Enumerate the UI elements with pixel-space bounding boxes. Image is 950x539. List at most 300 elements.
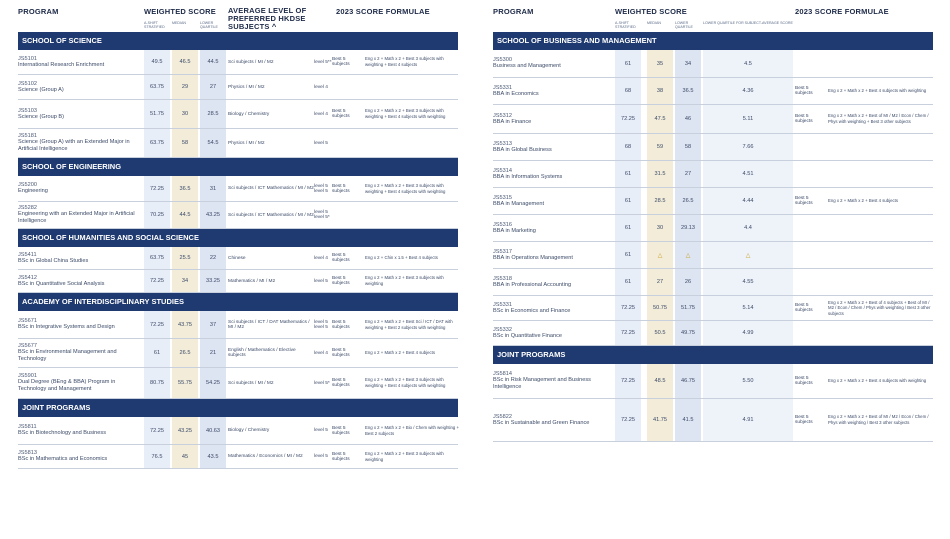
lq-subject-score: 4.51 <box>703 161 793 187</box>
program-name: Science (Group A) with an Extended Major in Artificial Intelligence <box>18 139 130 152</box>
formula-b <box>825 269 939 295</box>
lq-score: 21 <box>200 339 226 367</box>
program-name: BBA in Marketing <box>493 227 536 234</box>
lq-score: 27 <box>200 75 226 99</box>
a-score: 61 <box>615 188 641 214</box>
program-cell <box>493 161 613 187</box>
median-score: 30 <box>172 100 198 128</box>
program-name: BBA in Operations Management <box>493 254 573 261</box>
formula-b: Eng x 2 + Math x 2 + Best 4 subjects <box>365 350 435 356</box>
program-cell <box>493 242 613 268</box>
table-row <box>493 161 933 188</box>
preferred-subjects: English / Mathematics / Elective subjects <box>228 348 296 358</box>
formula-a <box>332 129 362 157</box>
lq-score: 51.75 <box>675 296 701 320</box>
formula-b: Eng x 2 + Math x 2 + Bio / Chem with weighting + Best 2 subjects <box>365 424 459 436</box>
formula-b: Eng x 2 + Math x 2 + Best of 4 subjects + Best of MI / M2 / Econ / Chem / Phys with weighting / Best 3 other subjects <box>828 299 931 316</box>
a-score: 68 <box>615 134 641 160</box>
program-cell <box>493 296 613 320</box>
program-code: JS5314 <box>493 167 512 174</box>
program-name: BSc in Quantitative Social Analysis <box>18 280 105 287</box>
median-score: 59 <box>647 134 673 160</box>
lq-score: 41.5 <box>675 399 701 441</box>
formula-b: Eng x 2 + Math x 2 + Best 4 subjects with weighting <box>828 378 927 384</box>
lq-score: 54.25 <box>200 368 226 398</box>
formula-b <box>825 321 939 345</box>
program-code: JS5901 <box>18 373 37 379</box>
lq-subject-score: 4.55 <box>703 269 793 295</box>
lq-score: 46 <box>675 105 701 133</box>
lq-subject-score: 7.66 <box>703 134 793 160</box>
table-row <box>18 75 458 100</box>
program-name: Business and Management <box>493 63 561 69</box>
program-name: Science (Group B) <box>18 113 65 120</box>
formula-b: Eng x 2 + Math x 2 + Best 3 subjects with weighting + Best 4 subjects <box>365 56 444 67</box>
table-row <box>18 417 458 445</box>
formula-b: Eng x 2 + Math x 2 + Best 4 subjects <box>828 198 898 204</box>
table-row <box>493 50 933 78</box>
lq-score: 36.5 <box>675 78 701 104</box>
subject-level: level 5 <box>314 454 328 459</box>
formula-b: Eng x 2 + Math x 2 + Best 3 subjects with weighting <box>365 450 444 462</box>
lq-subject-score: 4.4 <box>703 215 793 241</box>
formula-a: Best 5 subjects <box>795 86 813 96</box>
formula-b: Eng x 2 + Math x 2 + Best Sci / ICT / DAT with weighting + Best 2 subjects with weighting <box>365 318 453 330</box>
preferred-subjects: Chinese <box>228 255 246 261</box>
section-header: SCHOOL OF HUMANITIES AND SOCIAL SCIENCE <box>18 229 458 247</box>
median-score: 44.5 <box>172 202 198 228</box>
formula-a: Best 5 subjects <box>332 378 350 388</box>
a-score: 72.25 <box>615 321 641 345</box>
median-score: 43.25 <box>172 417 198 444</box>
program-cell <box>493 105 613 133</box>
lq-score: 26.5 <box>675 188 701 214</box>
subject-level: level 5 <box>314 428 328 433</box>
subject-level: level 5 level 5* <box>314 210 330 220</box>
a-score: 72.25 <box>144 176 170 201</box>
lq-score: 33.25 <box>200 270 226 292</box>
lq-score: 37 <box>200 311 226 338</box>
a-score: 72.25 <box>615 364 641 398</box>
formula-b: Eng x 2 + Math x 2 + Best 3 subjects with weighting <box>365 275 444 286</box>
median-score: 46.5 <box>172 50 198 74</box>
table-row <box>493 399 933 442</box>
median-score: 26.5 <box>172 339 198 367</box>
subject-level: level 5** <box>314 59 332 65</box>
median-score: 55.75 <box>172 368 198 398</box>
left-table-body <box>18 32 458 469</box>
preferred-subjects: Sci subjects / ICT Mathematics / MI / M2 <box>228 186 314 191</box>
lq-score: 58 <box>675 134 701 160</box>
median-score: 29 <box>172 75 198 99</box>
lq-score: 31 <box>200 176 226 201</box>
a-score: 80.75 <box>144 368 170 398</box>
preferred-subjects: Sci subjects / MI / M2 <box>228 380 274 386</box>
program-code: JS5822 <box>493 413 512 420</box>
formula-a: Best 5 subjects <box>332 348 350 358</box>
lq-subject-score: 4.5 <box>703 50 793 77</box>
formula-a: Best 5 subjects <box>332 253 350 263</box>
program-code: JS5313 <box>493 140 512 147</box>
program-cell <box>493 134 613 160</box>
table-row <box>18 129 458 158</box>
program-name: BSc in Global China Studies <box>18 257 89 264</box>
lq-subject-score: 5.11 <box>703 105 793 133</box>
lq-score: 54.5 <box>200 129 226 157</box>
median-score: 47.5 <box>647 105 673 133</box>
formula-a: Best 5 subjects <box>332 425 350 436</box>
median-score: 35 <box>647 50 673 77</box>
a-score: 72.25 <box>144 311 170 338</box>
program-cell <box>18 339 142 367</box>
formula-b <box>362 75 464 99</box>
right-table <box>493 0 933 442</box>
formula-b <box>362 202 464 228</box>
col-lq-header: LOWER QUARTILE <box>675 21 693 29</box>
subject-level: level 5 level 5 <box>314 319 328 330</box>
program-name: BBA in Professional Accounting <box>493 281 572 288</box>
table-row <box>493 269 933 296</box>
program-cell <box>493 78 613 104</box>
a-score: 61 <box>144 339 170 367</box>
formula-a: Best 5 subjects <box>332 451 350 462</box>
program-name: BBA in Global Business <box>493 146 552 153</box>
table-row <box>18 311 458 339</box>
formula-b: Eng x 2 + Math x 2 + Best 3 subjects with weighting + Best 4 subjects with weighting <box>365 182 446 194</box>
program-name: BSc in Sustainable and Green Finance <box>493 419 590 426</box>
formula-a <box>795 269 825 295</box>
formula-b <box>825 134 939 160</box>
program-cell <box>493 364 613 398</box>
section-header: SCHOOL OF ENGINEERING <box>18 158 458 176</box>
col-median-header: MEDIAN <box>172 21 186 25</box>
median-score: 48.5 <box>647 364 673 398</box>
col-weighted-score-header: WEIGHTED SCORE <box>144 7 216 16</box>
program-name: Dual Degree (BEng & BBA) Program in Technology and Management <box>18 379 116 392</box>
program-name: BBA in Management <box>493 200 544 207</box>
program-cell <box>18 270 142 292</box>
table-row <box>18 50 458 75</box>
program-name: International Research Enrichment <box>18 61 105 68</box>
formula-b: Eng x 2 + Math x 2 + Best 4 subjects with weighting <box>828 88 927 94</box>
formula-b <box>825 242 939 268</box>
program-code: JS5102 <box>18 80 37 87</box>
program-name: BBA in Information Systems <box>493 173 563 180</box>
col-formulae-header: 2023 SCORE FORMULAE <box>795 7 889 16</box>
subject-level: level 5 level 5 <box>314 183 328 194</box>
program-cell <box>18 129 142 157</box>
lq-subject-score: 5.50 <box>703 364 793 398</box>
table-row <box>18 176 458 202</box>
col-weighted-score-header: WEIGHTED SCORE <box>615 7 687 16</box>
formula-a: Best 5 subjects <box>795 376 813 386</box>
a-score: 51.75 <box>144 100 170 128</box>
a-score: 72.25 <box>615 105 641 133</box>
a-score: 72.25 <box>615 296 641 320</box>
program-name: BSc in Mathematics and Economics <box>18 456 108 462</box>
col-program-header: PROGRAM <box>493 7 534 16</box>
a-score: 63.75 <box>144 75 170 99</box>
col-lq-header: LOWER QUARTILE <box>200 21 218 29</box>
program-code: JS5317 <box>493 248 512 255</box>
program-cell <box>18 75 142 99</box>
program-code: JS5318 <box>493 275 512 282</box>
program-cell <box>493 269 613 295</box>
a-score: 68 <box>615 78 641 104</box>
formula-a: Best 5 subjects <box>795 303 813 313</box>
a-score: 76.5 <box>144 445 170 468</box>
median-score: 41.75 <box>647 399 673 441</box>
program-code: JS5671 <box>18 318 37 324</box>
preferred-subjects: Mathematics / MI / M2 <box>228 278 276 284</box>
lq-score: 44.5 <box>200 50 226 74</box>
table-row <box>493 242 933 269</box>
median-score: 45 <box>172 445 198 468</box>
program-code: JS5332 <box>493 326 512 333</box>
lq-score: 43.5 <box>200 445 226 468</box>
median-score: 43.75 <box>172 311 198 338</box>
table-row <box>493 105 933 134</box>
program-code: JS5331 <box>493 301 512 308</box>
table-row <box>493 188 933 215</box>
table-row <box>18 247 458 270</box>
lq-subject-score: 4.91 <box>703 399 793 441</box>
median-score: 38 <box>647 78 673 104</box>
formula-b: Eng x 2 + Math x 2 + Best 3 subjects with weighting + Best 4 subjects with weighting <box>365 108 446 119</box>
program-name: Engineering with an Extended Major in Artificial Intelligence <box>18 211 135 224</box>
subject-level: level 5 <box>314 278 328 284</box>
formula-a <box>332 75 362 99</box>
formula-b <box>362 129 464 157</box>
table-row <box>493 321 933 346</box>
median-score: 27 <box>647 269 673 295</box>
median-score: 28.5 <box>647 188 673 214</box>
program-code: JS5315 <box>493 194 512 201</box>
program-code: JS5814 <box>493 371 512 377</box>
program-cell <box>493 321 613 345</box>
formula-b: Eng x 2 + Math x 2 + Best 3 subjects with weighting + Best 4 subjects with weighting <box>365 377 446 388</box>
formula-b: Eng x 2 + Math x 2 + Best of MI / M2 / Econ / Chem / Phys with weighting / Best 3 other subjects <box>828 414 929 425</box>
preferred-subjects: Mathematics / Economics / MI / M2 <box>228 454 303 459</box>
formula-a: Best 5 subjects <box>332 183 350 194</box>
lq-score: 34 <box>675 50 701 77</box>
section-header: SCHOOL OF SCIENCE <box>18 32 458 50</box>
preferred-subjects: Sci subjects / ICT Mathematics / MI / M2 <box>228 212 314 218</box>
program-code: JS5316 <box>493 221 512 228</box>
formula-a: Best 5 subjects <box>332 57 350 67</box>
lq-subject-score: △ <box>703 242 793 268</box>
program-cell <box>18 417 142 444</box>
preferred-subjects: Sci subjects / ICT / DAT Mathematics / MI / M2 <box>228 319 310 330</box>
program-cell <box>18 311 142 338</box>
section-header: JOINT PROGRAMS <box>18 399 458 417</box>
program-code: JS5181 <box>18 133 37 139</box>
program-name: BSc in Environmental Management and Technology <box>18 349 117 362</box>
formula-b: Eng x 2 + Math x 2 + Best of MI / M2 / Econ / Chem / Phys with weighting + Best 3 other subjects <box>828 113 929 124</box>
right-table-header <box>493 0 933 32</box>
program-code: JS5101 <box>18 55 37 62</box>
subject-level: level 4 <box>314 111 328 117</box>
formula-a <box>795 242 825 268</box>
col-program-header: PROGRAM <box>18 7 59 16</box>
preferred-subjects: Biology / Chemistry <box>228 428 270 433</box>
preferred-subjects: Biology / Chemistry <box>228 111 270 117</box>
col-lq-subject-header: LOWER QUARTILE FOR SUBJECT-AVERAGE SCORE <box>703 21 793 25</box>
subject-level: level 4 <box>314 350 328 356</box>
median-score: 30 <box>647 215 673 241</box>
program-name: BSc in Integrative Systems and Design <box>18 324 115 330</box>
a-score: 61 <box>615 269 641 295</box>
program-name: BSc in Economics and Finance <box>493 307 571 314</box>
col-median-header: MEDIAN <box>647 21 661 25</box>
lq-subject-score: 5.14 <box>703 296 793 320</box>
program-cell <box>18 100 142 128</box>
left-table-header <box>18 0 458 32</box>
program-cell <box>493 215 613 241</box>
col-a-header: A-SHIFT STRATIFIED <box>615 21 636 29</box>
table-row <box>493 134 933 161</box>
a-score: 61 <box>615 215 641 241</box>
a-score: 61 <box>615 242 641 268</box>
lq-subject-score: 4.36 <box>703 78 793 104</box>
formula-b <box>825 161 939 187</box>
median-score: 50.5 <box>647 321 673 345</box>
a-score: 61 <box>615 50 641 77</box>
a-score: 63.75 <box>144 129 170 157</box>
program-cell <box>18 176 142 201</box>
formula-a <box>795 50 825 77</box>
section-header: SCHOOL OF BUSINESS AND MANAGEMENT <box>493 32 933 50</box>
program-name: Science (Group A) <box>18 86 64 93</box>
formula-a <box>795 134 825 160</box>
table-row <box>18 445 458 469</box>
col-avg-level-header: AVERAGE LEVEL OF PREFERRED HKDSE SUBJECTS ^ <box>228 6 307 31</box>
program-cell <box>493 399 613 441</box>
a-score: 61 <box>615 161 641 187</box>
program-cell <box>18 368 142 398</box>
median-score: 25.5 <box>172 247 198 269</box>
lq-subject-score: 4.99 <box>703 321 793 345</box>
median-score: 58 <box>172 129 198 157</box>
formula-a: Best 5 subjects <box>795 196 813 206</box>
table-row <box>18 270 458 293</box>
program-cell <box>18 445 142 468</box>
program-cell <box>18 247 142 269</box>
subject-level: level 5* <box>314 380 330 386</box>
median-score: 50.75 <box>647 296 673 320</box>
program-code: JS5811 <box>18 424 37 430</box>
formula-b: Eng x 2 + Chin x 1.5 + Best 4 subjects <box>365 255 438 261</box>
formula-a <box>795 161 825 187</box>
program-name: BBA in Finance <box>493 118 532 125</box>
formula-a: Best 5 subjects <box>795 415 813 425</box>
table-row <box>493 215 933 242</box>
lq-score: 22 <box>200 247 226 269</box>
preferred-subjects: Physics / MI / M2 <box>228 84 265 90</box>
preferred-subjects: Sci subjects / MI / M2 <box>228 59 274 65</box>
table-row <box>493 364 933 399</box>
lq-score: 46.75 <box>675 364 701 398</box>
a-score: 72.25 <box>144 417 170 444</box>
left-table <box>18 0 458 469</box>
program-name: BSc in Biotechnology and Business <box>18 430 107 436</box>
median-score: 34 <box>172 270 198 292</box>
table-row <box>18 100 458 129</box>
program-name: BBA in Economics <box>493 90 539 97</box>
program-code: JS5412 <box>18 274 37 281</box>
program-cell <box>18 202 142 228</box>
table-row <box>493 296 933 321</box>
program-code: JS5813 <box>18 450 37 456</box>
median-score: 31.5 <box>647 161 673 187</box>
subject-level: level 5 <box>314 140 328 146</box>
program-name: BSc in Risk Management and Business Intelligence <box>493 377 591 390</box>
right-table-body <box>493 32 933 442</box>
lq-score: 49.75 <box>675 321 701 345</box>
a-score: 72.25 <box>144 270 170 292</box>
program-code: JS5282 <box>18 205 37 211</box>
section-header: ACADEMY OF INTERDISCIPLINARY STUDIES <box>18 293 458 311</box>
a-score: 72.25 <box>615 399 641 441</box>
lq-score: △ <box>675 242 701 268</box>
lq-score: 26 <box>675 269 701 295</box>
program-cell <box>18 50 142 74</box>
section-header: JOINT PROGRAMS <box>493 346 933 364</box>
formula-a <box>795 321 825 345</box>
lq-subject-score: 4.44 <box>703 188 793 214</box>
program-code: JS5103 <box>18 107 37 114</box>
table-row <box>18 368 458 399</box>
formula-a: Best 5 subjects <box>332 319 350 330</box>
lq-score: 29.13 <box>675 215 701 241</box>
program-code: JS5312 <box>493 112 512 119</box>
subject-level: level 4 <box>314 84 328 90</box>
table-row <box>18 202 458 229</box>
table-row <box>493 78 933 105</box>
a-score: 49.5 <box>144 50 170 74</box>
median-score: 36.5 <box>172 176 198 201</box>
col-a-header: A-SHIFT STRATIFIED <box>144 21 165 29</box>
col-formulae-header: 2023 SCORE FORMULAE <box>336 7 430 16</box>
program-name: Engineering <box>18 188 48 194</box>
formula-b <box>825 215 939 241</box>
formula-b <box>825 50 939 77</box>
formula-a: Best 5 subjects <box>332 109 350 119</box>
program-code: JS5200 <box>18 182 37 188</box>
program-code: JS5331 <box>493 84 512 91</box>
table-row <box>18 339 458 368</box>
formula-a: Best 5 subjects <box>332 276 350 286</box>
lq-score: 40.63 <box>200 417 226 444</box>
program-cell <box>493 50 613 77</box>
a-score: 63.75 <box>144 247 170 269</box>
program-code: JS5300 <box>493 57 512 63</box>
formula-a <box>332 202 362 228</box>
program-cell <box>493 188 613 214</box>
formula-a <box>795 215 825 241</box>
a-score: 70.25 <box>144 202 170 228</box>
program-code: JS5677 <box>18 343 37 349</box>
preferred-subjects: Physics / MI / M2 <box>228 140 265 146</box>
lq-score: 27 <box>675 161 701 187</box>
median-score: △ <box>647 242 673 268</box>
subject-level: level 4 <box>314 255 328 261</box>
formula-a: Best 5 subjects <box>795 114 813 124</box>
lq-score: 43.25 <box>200 202 226 228</box>
program-name: BSc in Quantitative Finance <box>493 332 563 339</box>
lq-score: 28.5 <box>200 100 226 128</box>
program-code: JS5411 <box>18 251 37 258</box>
